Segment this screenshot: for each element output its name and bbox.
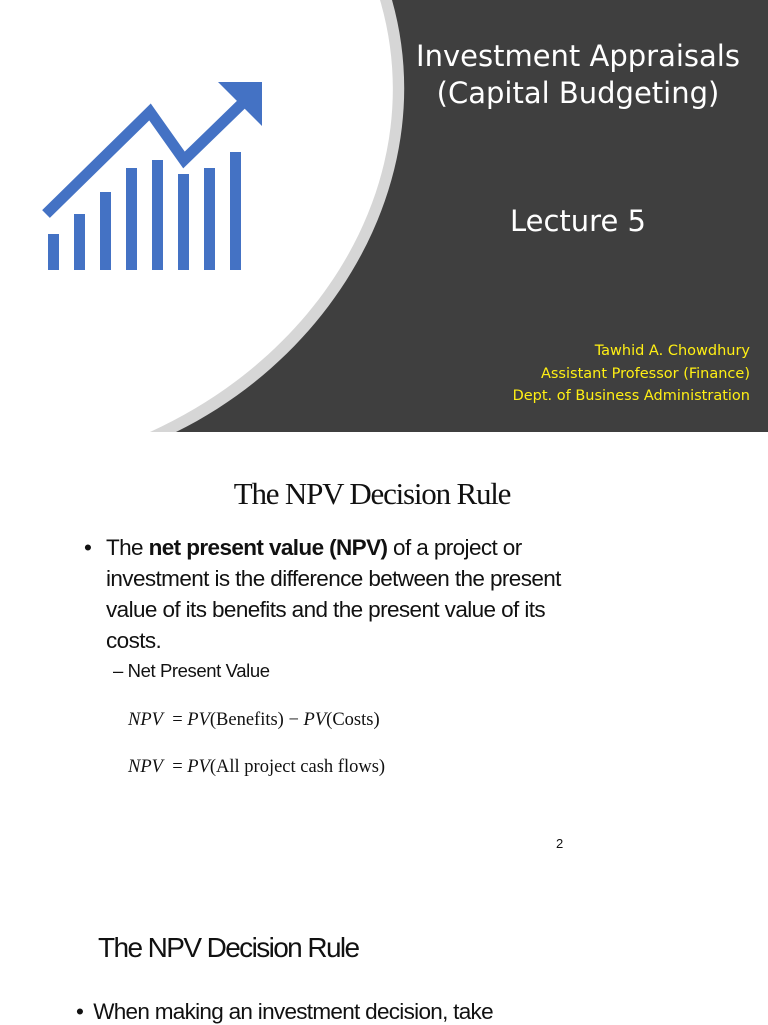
- eq2-arg1: (All project cash flows): [209, 757, 386, 777]
- slide-title-2: The NPV Decision Rule: [98, 932, 359, 963]
- npv-definition-text: [106, 532, 586, 656]
- slide-title: The NPV Decision Rule: [233, 476, 511, 511]
- npv-term: net present value (NPV): [148, 535, 388, 560]
- sub-item-net-present-value: – Net Present Value: [113, 660, 270, 681]
- author-block: [513, 340, 750, 408]
- author-title: Assistant Professor (Finance): [540, 365, 750, 382]
- eq2-fn1: PV: [187, 757, 210, 777]
- title-line-1: Investment Appraisals: [416, 39, 740, 73]
- npv-equation-2: [128, 757, 385, 778]
- eq2-lhs: NPV: [128, 757, 163, 777]
- eq1-fn1: PV: [187, 710, 210, 730]
- eq2-equals: =: [172, 757, 183, 777]
- bullet-icon: •: [76, 999, 84, 1024]
- eq1-arg2: (Costs): [326, 710, 380, 730]
- eq1-minus: −: [288, 710, 299, 730]
- lecture-number: Lecture 5: [510, 204, 646, 238]
- title-slide: [0, 0, 768, 432]
- eq1-arg1: (Benefits): [209, 710, 284, 730]
- npv-rule-slide-2: [0, 864, 768, 1024]
- eq1-fn2: PV: [303, 710, 327, 730]
- presentation-title: [392, 38, 764, 112]
- bullet-text-pre: The: [106, 535, 149, 560]
- bullet-text-post: of a project or investment is the difference between the present value of its benefits and the present value of its costs.: [106, 535, 561, 653]
- eq1-lhs: NPV: [128, 710, 163, 730]
- bullet-icon: •: [84, 535, 92, 560]
- author-name: Tawhid A. Chowdhury: [594, 343, 750, 359]
- npv-equation-1: [128, 710, 380, 731]
- growth-chart-icon: [40, 76, 270, 276]
- investment-decision-text: When making an investment decision, take: [93, 999, 493, 1024]
- page-number: 2: [556, 836, 564, 851]
- title-line-2: (Capital Budgeting): [436, 76, 720, 110]
- eq1-equals: =: [172, 710, 183, 730]
- npv-rule-slide: [0, 432, 768, 864]
- investment-decision-bullet: [76, 999, 493, 1025]
- author-department: Dept. of Business Administration: [512, 388, 750, 404]
